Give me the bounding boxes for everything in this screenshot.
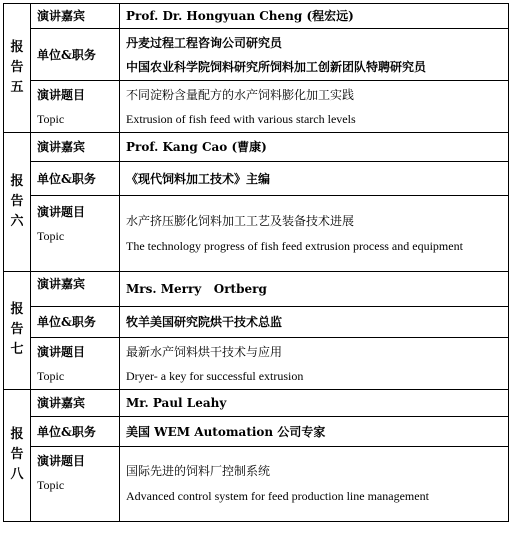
report-8-org <box>120 417 509 447</box>
report-5-org-line-2: 中国农业科学院饲料研究所饲料加工创新团队特聘研究员 <box>126 59 427 74</box>
report-5-topic-label-en: Topic <box>37 111 65 126</box>
report-5-org-label: 单位&职务 <box>31 29 120 81</box>
report-7-topic-label <box>31 338 120 390</box>
report-6-org <box>120 162 509 196</box>
report-6-org-label: 单位&职务 <box>31 162 120 196</box>
report-6-label: 报告六 <box>10 173 24 229</box>
report-6-speaker: Prof. Kang Cao (曹康) <box>120 133 509 162</box>
report-8-topic-label-cn: 演讲题目 <box>37 454 86 468</box>
report-5-label-cell <box>4 4 31 133</box>
report-7-topic-label-en: Topic <box>37 368 65 383</box>
report-6-org-row <box>4 162 509 196</box>
report-8-org-line-1: 美国 WEM Automation 公司专家 <box>126 424 326 439</box>
report-6-label-cell <box>4 133 31 272</box>
report-8-org-row <box>4 417 509 447</box>
report-6-org-line-1: 《现代饲料加工技术》主编 <box>126 171 271 186</box>
report-7-label-cell <box>4 272 31 390</box>
report-5-speaker: Prof. Dr. Hongyuan Cheng (程宏远) <box>120 4 509 29</box>
report-8-topic-label <box>31 447 120 522</box>
report-5-topic <box>120 81 509 133</box>
report-7-topic-row <box>4 338 509 390</box>
report-5-topic-label-cn: 演讲题目 <box>37 87 86 102</box>
report-6-speaker-row <box>4 133 509 162</box>
report-6-topic-en: The technology progress of fish feed extrusion process and equipment <box>126 238 463 253</box>
report-schedule-table <box>3 3 509 522</box>
report-8-topic-row <box>4 447 509 522</box>
report-7-org-row <box>4 307 509 338</box>
report-5-topic-cn: 不同淀粉含量配方的水产饲料膨化加工实践 <box>126 87 355 102</box>
report-7-org-line-1: 牧羊美国研究院烘干技术总监 <box>126 315 283 329</box>
report-8-label: 报告八 <box>10 427 24 482</box>
report-8-label-cell <box>4 390 31 522</box>
report-5-speaker-label: 演讲嘉宾 <box>31 4 120 29</box>
report-6-topic-row <box>4 196 509 272</box>
report-7-org-label: 单位&职务 <box>31 307 120 338</box>
report-6-topic-label <box>31 196 120 272</box>
report-8-topic <box>120 447 509 522</box>
report-6-topic <box>120 196 509 272</box>
report-5-topic-row <box>4 81 509 133</box>
report-7-topic-cn: 最新水产饲料烘干技术与应用 <box>126 344 283 359</box>
report-8-topic-cn: 国际先进的饲料厂控制系统 <box>126 464 271 478</box>
report-7-org <box>120 307 509 338</box>
report-6-topic-label-cn: 演讲题目 <box>37 205 86 219</box>
report-5-topic-en: Extrusion of fish feed with various starch levels <box>126 111 356 126</box>
report-5-org-line-1: 丹麦过程工程咨询公司研究员 <box>126 35 283 50</box>
report-6-topic-label-en: Topic <box>37 229 65 243</box>
report-7-speaker-row <box>4 272 509 307</box>
report-8-speaker-row <box>4 390 509 417</box>
report-7-label: 报告七 <box>10 302 24 357</box>
report-8-speaker-label: 演讲嘉宾 <box>31 390 120 417</box>
report-8-topic-label-en: Topic <box>37 478 65 492</box>
report-7-topic-label-cn: 演讲题目 <box>37 344 86 359</box>
report-8-speaker: Mr. Paul Leahy <box>120 390 509 417</box>
report-5-topic-label <box>31 81 120 133</box>
report-6-speaker-label: 演讲嘉宾 <box>31 133 120 162</box>
report-7-speaker: Mrs. Merry Ortberg <box>120 272 509 307</box>
report-7-speaker-label: 演讲嘉宾 <box>31 272 120 307</box>
report-8-topic-en: Advanced control system for feed production line management <box>126 489 429 503</box>
report-5-org-row <box>4 29 509 81</box>
report-7-topic <box>120 338 509 390</box>
report-6-topic-cn: 水产挤压膨化饲料加工工艺及装备技术进展 <box>126 213 355 228</box>
report-8-org-label: 单位&职务 <box>31 417 120 447</box>
report-5-org <box>120 29 509 81</box>
report-5-label: 报告五 <box>10 39 24 95</box>
report-7-topic-en: Dryer- a key for successful extrusion <box>126 368 304 383</box>
report-5-speaker-row <box>4 4 509 29</box>
